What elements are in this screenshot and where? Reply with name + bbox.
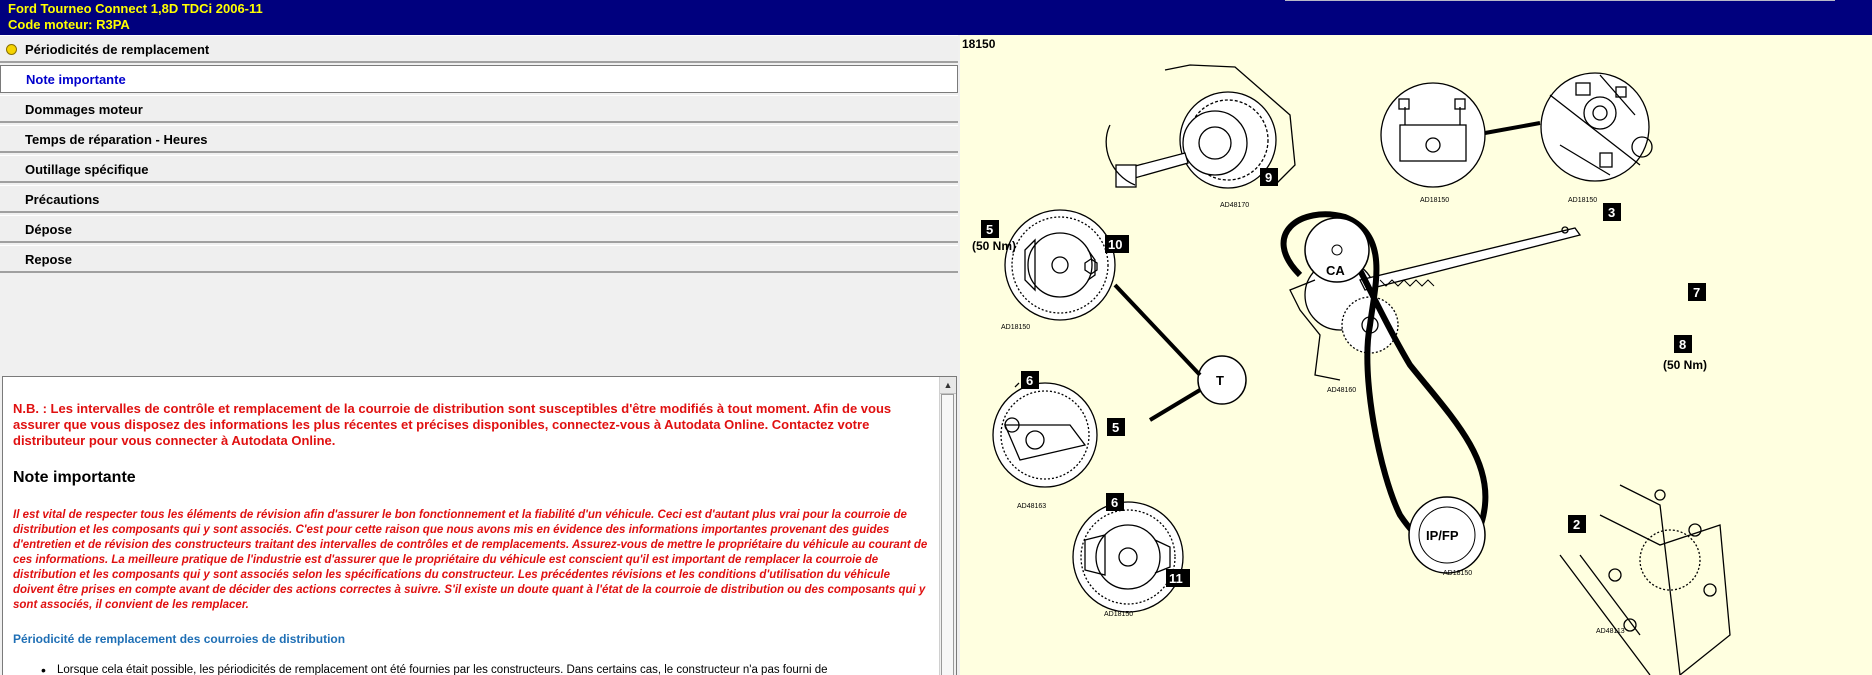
camshaft-detail-circle [1381,83,1540,187]
menu-item-label: Repose [25,252,72,267]
menu-item-dommages-moteur[interactable] [0,95,958,123]
timing-belt-diagram [960,35,1872,675]
callout-6-bottom [1106,493,1124,511]
menu-item-label: Précautions [25,192,100,207]
engine-code: Code moteur: R3PA [8,17,130,32]
nb-warning: N.B. : Les intervalles de contrôle et remplacement de la courroie de distribution sont susceptibles d'être modifiés à tout moment. Afin de vous assurer que vous disposez des informations les plus récentes et précises disponibles, connectez-vous à Autodata Online. Contactez votre distributeur pour vous connecter à Autodata Online. [13,401,892,448]
menu-item-precautions[interactable] [0,185,958,213]
part-ref: AD48113 [1596,628,1625,635]
subsection-title: Périodicité de remplacement des courroies de distribution [13,632,346,646]
svg-text:5: 5 [1112,420,1120,435]
svg-text:3: 3 [1608,205,1616,220]
callout-5-bottom [1107,418,1125,436]
part-ref: AD18150 [1420,197,1450,204]
part-ref: AD48170 [1220,202,1250,209]
svg-text:11: 11 [1169,571,1183,586]
svg-text:9: 9 [1265,170,1273,185]
part-ref: AD18150 [1568,197,1598,204]
torque-value-right: (50 Nm) [1663,358,1708,372]
callout-8 [1674,335,1692,353]
pulley-label-tensioner: T [1216,373,1224,388]
scroll-up-arrow-icon[interactable]: ▲ [940,377,956,394]
content-pane[interactable] [2,376,957,675]
callout-11 [1166,569,1190,587]
svg-text:2: 2 [1573,517,1581,532]
callout-6-left [1021,371,1039,389]
svg-text:8: 8 [1679,337,1687,352]
idler-pulley-drawing [993,383,1097,487]
callout-3 [1603,203,1621,221]
header-divider [1285,0,1835,1]
callout-5-top [981,220,999,238]
bullet-text: Lorsque cela était possible, les périodicités de remplacement ont été fournies par les constructeurs. Dans certains cas, le constructeur n'a pas fourni de [57,664,828,675]
callout-10 [1105,235,1129,253]
menu-item-label: Périodicités de remplacement [25,42,210,57]
menu-item-outillage[interactable] [0,155,958,183]
pulley-label-cam: CA [1326,263,1345,278]
part-ref: AD48163 [1017,503,1047,510]
svg-text:10: 10 [1108,237,1123,252]
menu-item-periodicites[interactable] [0,35,958,63]
svg-text:5: 5 [986,222,994,237]
title-bar [0,0,1872,35]
svg-text:7: 7 [1693,285,1701,300]
svg-text:6: 6 [1026,373,1034,388]
menu-item-label: Dépose [25,222,72,237]
important-note-text: Il est vital de respecter tous les éléments de révision afin d'assurer le bon fonctionnement et la fiabilité d'un véhicule. Ceci est d'autant plus vrai pour la courroie de distribution et les composants qui y sont associés. C'est pour cette raison que nous avons mis en évidence des informations importantes provenant des guides d'entretien et de révision des constructeurs traitant des intervalles de contrôles et de remplacements. Assurez-vous de mettre le propriétaire du véhicule au courant de ces informations. La meilleure pratique de l'industrie est d'assurer que le propriétaire du véhicule est conscient qu'il est important de remplacer la courroie de distribution et les composants qui y sont associés selon les spécifications du constructeur. Les précédentes révisions et les conditions d'utilisation du véhicule doivent être prises en compte avant de décider des actions correctes à suivre. S'il existe un doute quant à l'état de la courroie de distribution ou des composants qui y sont associés, il convient de les remplacer. [13,509,928,611]
part-ref: AD18150 [1443,570,1473,577]
menu-item-label: Outillage spécifique [25,162,149,177]
part-ref: AD18150 [1001,324,1031,331]
menu-item-repose[interactable] [0,245,958,273]
part-ref: AD18150 [1104,611,1134,618]
menu-item-depose[interactable] [0,215,958,243]
vertical-scrollbar[interactable] [939,377,956,675]
pulley-label-pump: IP/FP [1426,528,1459,543]
menu-item-temps-reparation[interactable] [0,125,958,153]
menu-item-label: Dommages moteur [25,102,143,117]
menu-item-label: Note importante [26,72,126,87]
menu-item-note-importante[interactable] [0,65,958,93]
svg-text:6: 6 [1111,495,1119,510]
diagram-panel [960,35,1872,675]
callout-7 [1688,283,1706,301]
engine-mount-drawing [1560,485,1730,675]
section-title: Note importante [13,469,136,486]
vehicle-title: Ford Tourneo Connect 1,8D TDCi 2006-11 [8,1,263,16]
part-ref: AD48160 [1327,387,1357,394]
callout-2 [1568,515,1586,533]
torque-value-left: (50 Nm) [972,239,1017,253]
figure-id: 18150 [962,37,996,51]
tensioner-pulley-drawing [1005,210,1115,320]
crankshaft-pulley-marks-drawing [1073,502,1183,612]
injection-pump-detail-circle [1541,73,1652,181]
menu-item-label: Temps de réparation - Heures [25,132,208,147]
scroll-thumb[interactable] [941,394,954,675]
bullet-icon: • [41,662,46,675]
current-section-icon [6,44,17,55]
callout-9 [1260,168,1278,186]
